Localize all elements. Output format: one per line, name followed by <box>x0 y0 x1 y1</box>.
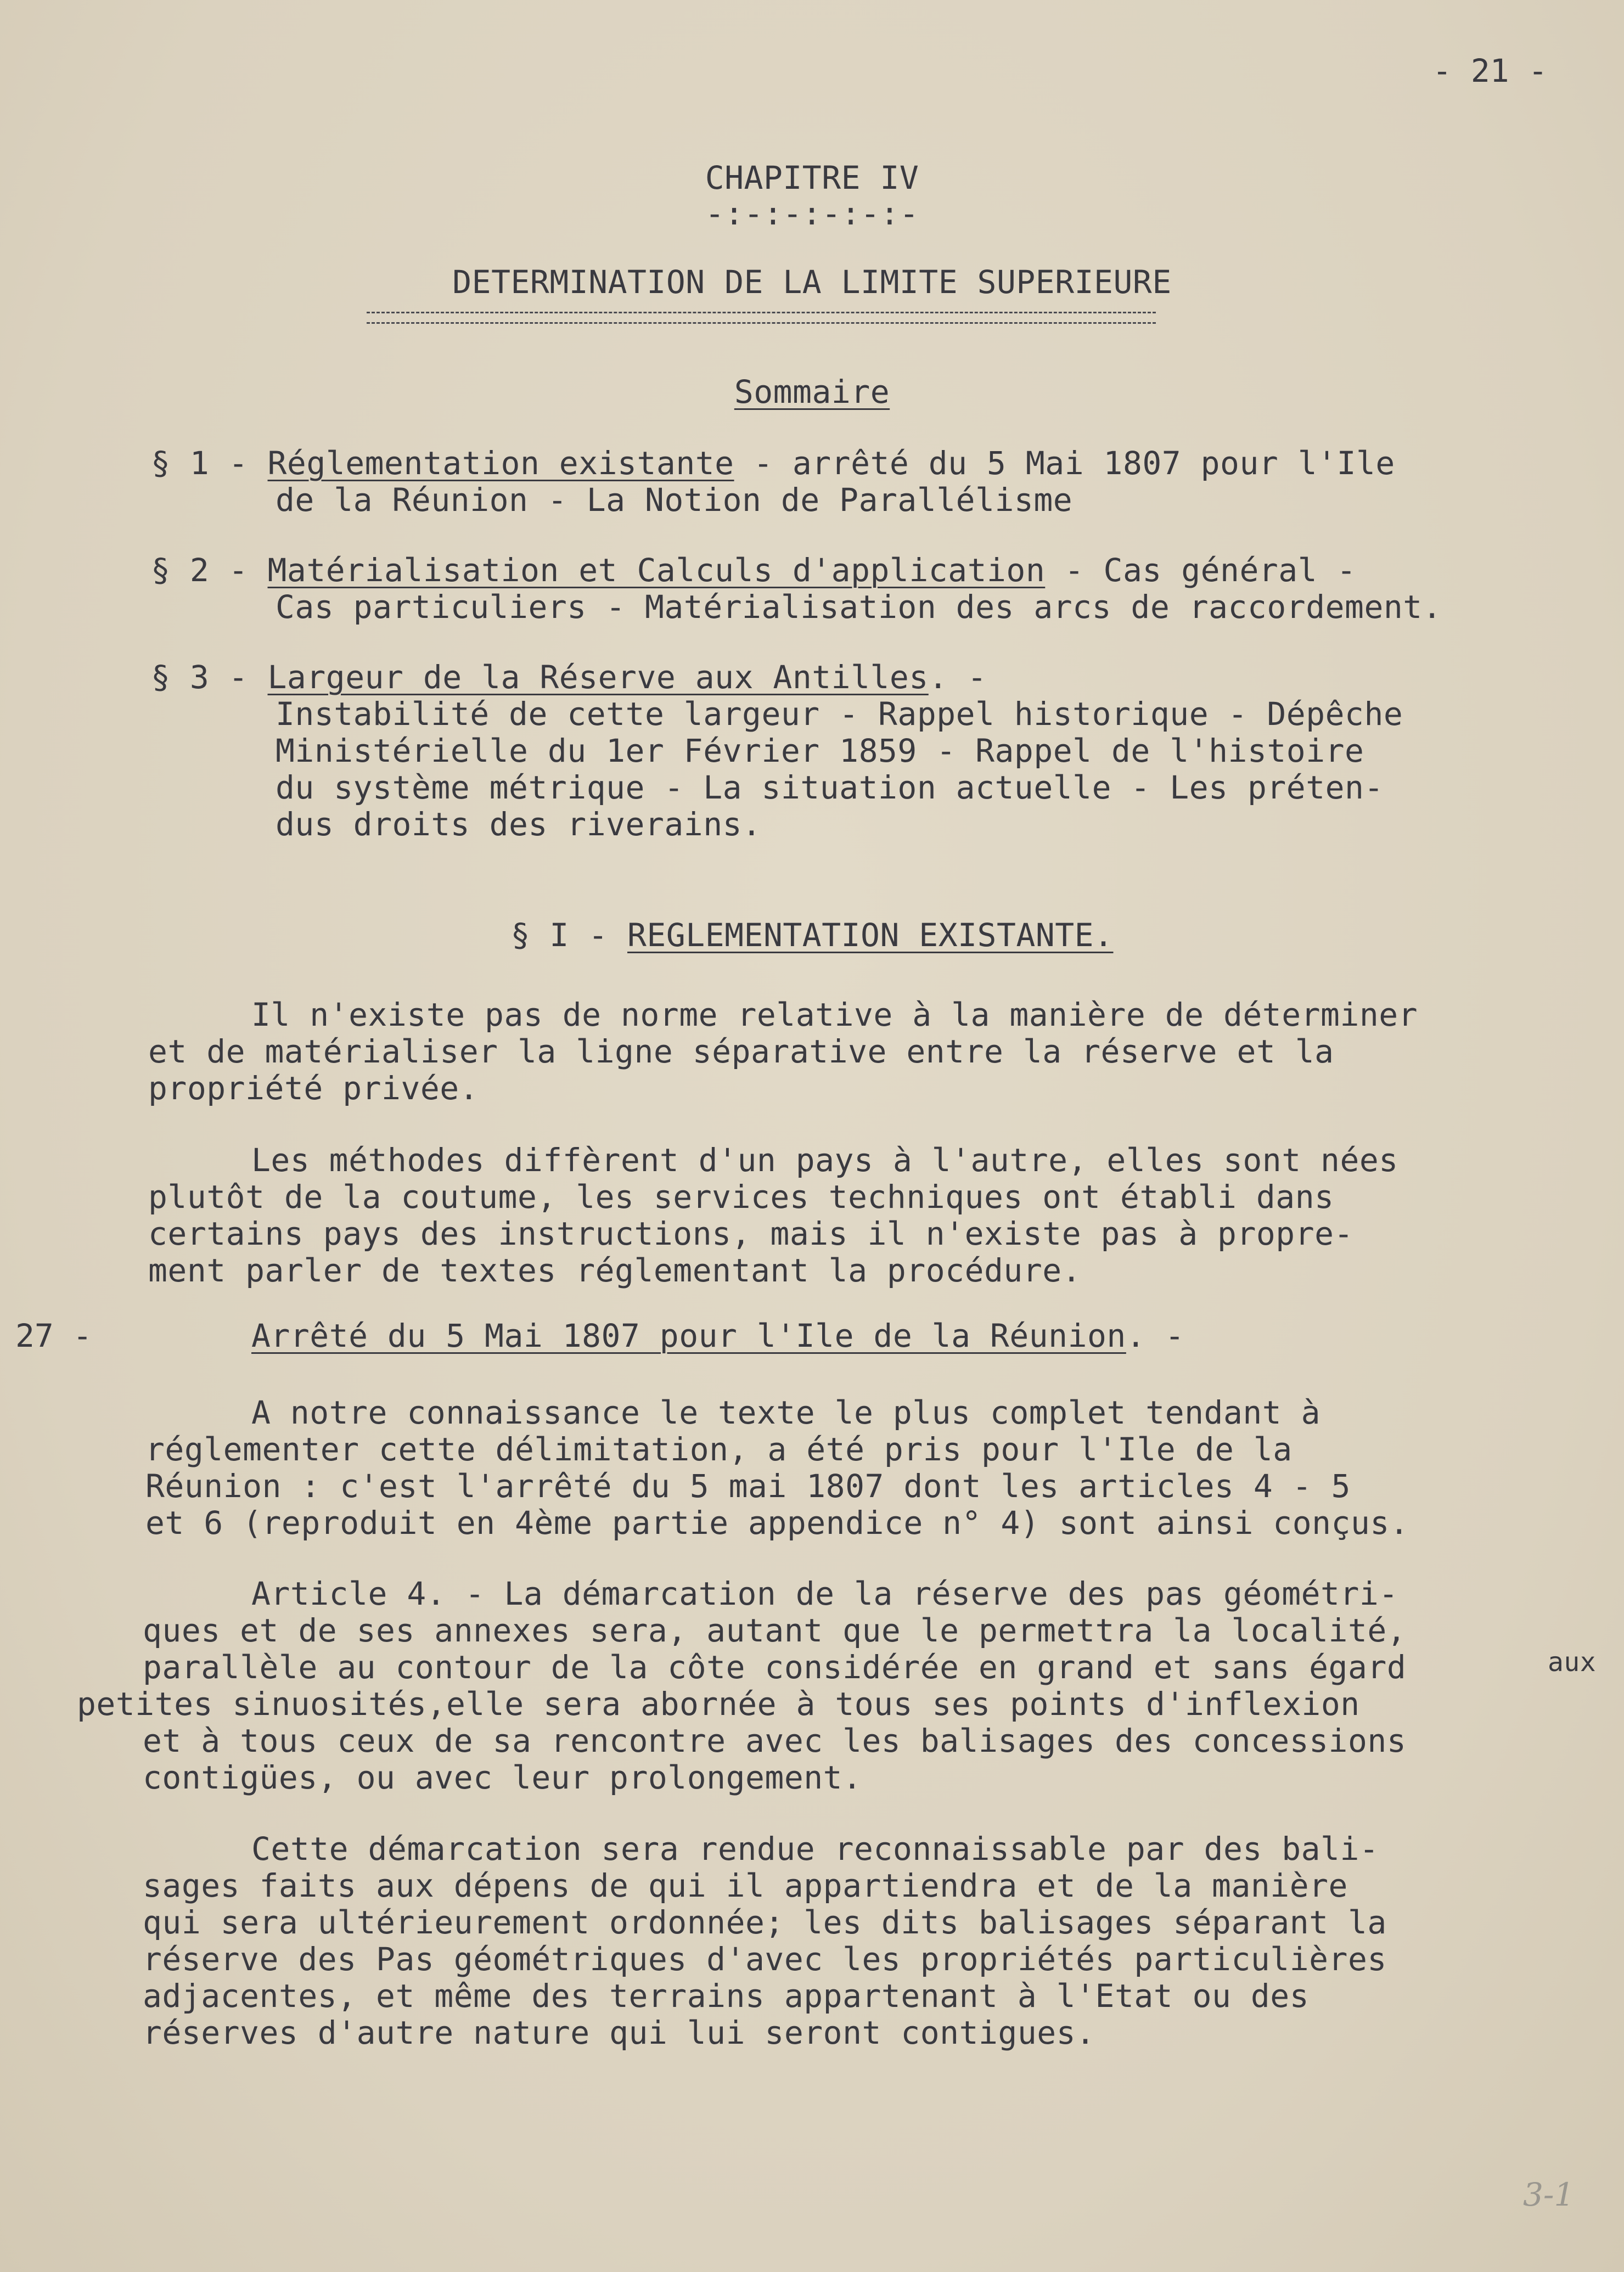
text-line: sages faits aux dépens de qui il appartiendra et de la manière <box>143 1867 1348 1904</box>
title-double-rule <box>367 312 1156 324</box>
summary-line: dus droits des riverains. <box>276 806 762 843</box>
summary-line: de la Réunion - La Notion de Parallélisme <box>276 481 1073 519</box>
text-line: contigües, ou avec leur prolongement. <box>143 1759 862 1796</box>
text-line: réglementer cette délimitation, a été pris pour l'Ile de la <box>145 1431 1293 1468</box>
chapter-ornament: -:-:-:-:-:- <box>705 195 919 232</box>
subheading-arrete: Arrêté du 5 Mai 1807 pour l'Ile de la Réunion. - <box>251 1317 1185 1354</box>
text-line: Cette démarcation sera rendue reconnaissable par des bali- <box>251 1830 1379 1868</box>
chapter-title: DETERMINATION DE LA LIMITE SUPERIEURE <box>452 263 1172 301</box>
text-line: qui sera ultérieurement ordonnée; les dits balisages séparant la <box>143 1904 1387 1941</box>
text-line: certains pays des instructions, mais il n'existe pas à propre- <box>148 1215 1353 1252</box>
text-line: réserves d'autre nature qui lui seront contigues. <box>143 2014 1095 2051</box>
summary-line: Ministérielle du 1er Février 1859 - Rappel de l'histoire <box>276 732 1364 769</box>
corner-annotation: 3-1 <box>1523 2176 1575 2213</box>
summary-line: Instabilité de cette largeur - Rappel historique - Dépêche <box>276 695 1403 733</box>
summary-line: § 2 - Matérialisation et Calculs d'application - Cas général - <box>151 552 1356 589</box>
text-line: et à tous ceux de sa rencontre avec les balisages des concessions <box>143 1722 1407 1759</box>
text-line: Il n'existe pas de norme relative à la manière de déterminer <box>251 996 1418 1033</box>
text-line: adjacentes, et même des terrains appartenant à l'Etat ou des <box>143 1977 1310 2015</box>
summary-heading: Sommaire <box>734 373 890 410</box>
text-line: propriété privée. <box>148 1070 479 1107</box>
text-line: Article 4. - La démarcation de la réserve des pas géométri- <box>251 1575 1398 1612</box>
chapter-heading: CHAPITRE IV <box>705 159 919 196</box>
text-line: petites sinuosités,elle sera abornée à tous ses points d'inflexion <box>77 1685 1360 1723</box>
text-line: plutôt de la coutume, les services techniques ont établi dans <box>148 1178 1334 1216</box>
text-line: et de matérialiser la ligne séparative entre la réserve et la <box>148 1033 1334 1070</box>
text-line: ques et de ses annexes sera, autant que le permettra la localité, <box>143 1612 1407 1649</box>
summary-line: § 1 - Réglementation existante - arrêté du 5 Mai 1807 pour l'Ile <box>151 445 1395 482</box>
margin-annotation-aux: aux <box>1548 1647 1597 1678</box>
text-line: et 6 (reproduit en 4ème partie appendice n° 4) sont ainsi conçus. <box>145 1504 1409 1542</box>
text-line: ment parler de textes réglementant la procédure. <box>148 1252 1082 1289</box>
text-line: Réunion : c'est l'arrêté du 5 mai 1807 dont les articles 4 - 5 <box>145 1467 1351 1505</box>
text-line: Les méthodes diffèrent d'un pays à l'autre, elles sont nées <box>251 1141 1398 1179</box>
text-line: parallèle au contour de la côte considérée en grand et sans égard <box>143 1649 1407 1686</box>
section-1-heading: § I - REGLEMENTATION EXISTANTE. <box>510 916 1114 954</box>
text-line: réserve des Pas géométriques d'avec les propriétés particulières <box>143 1941 1387 1978</box>
page-number: - 21 - <box>1432 52 1548 89</box>
summary-line: § 3 - Largeur de la Réserve aux Antilles. - <box>151 659 987 696</box>
summary-line: du système métrique - La situation actuelle - Les préten- <box>276 769 1384 806</box>
summary-line: Cas particuliers - Matérialisation des arcs de raccordement. <box>276 588 1442 626</box>
margin-number: 27 - <box>15 1317 92 1354</box>
text-line: A notre connaissance le texte le plus complet tendant à <box>251 1394 1321 1431</box>
